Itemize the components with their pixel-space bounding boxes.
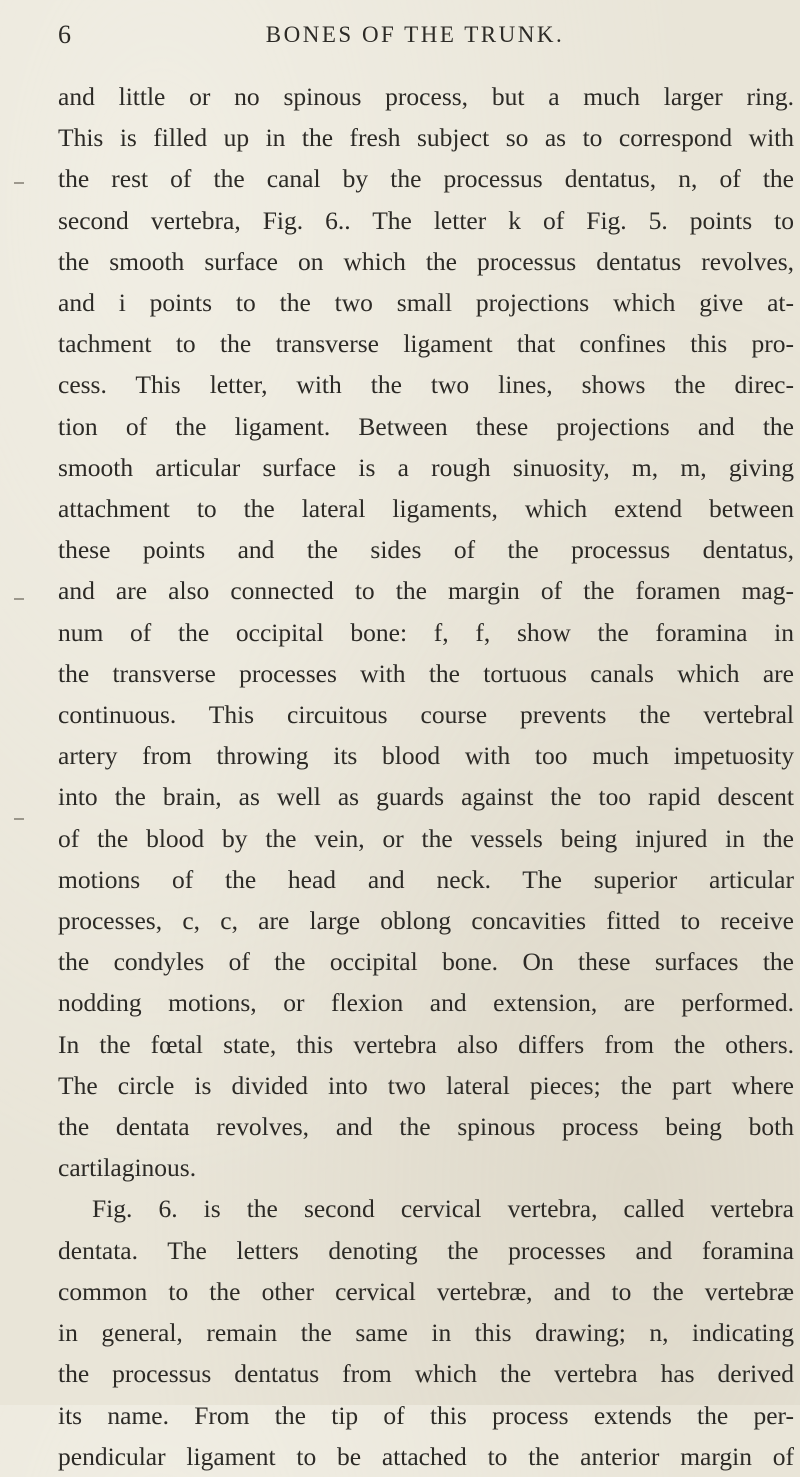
margin-mark	[14, 818, 24, 820]
text-line: the condyles of the occipital bone. On these surfaces the	[58, 947, 794, 977]
text-line: The circle is divided into two lateral pieces; the part where	[58, 1070, 794, 1100]
page-number: 6	[58, 20, 72, 49]
text-line: smooth articular surface is a rough sinuosity, m, m, giving	[58, 452, 794, 482]
text-line: second vertebra, Fig. 6.. The letter k of Fig. 5. points to	[58, 205, 794, 235]
text-line: This is filled up in the fresh subject so as to correspond with	[58, 123, 794, 153]
text-line: attachment to the lateral ligaments, which extend between	[58, 494, 794, 524]
text-line: and are also connected to the margin of the foramen mag-	[58, 576, 794, 606]
text-line: the dentata revolves, and the spinous process being both	[58, 1112, 794, 1142]
text-line: num of the occipital bone: f, f, show the foramina in	[58, 617, 794, 647]
text-line: the processus dentatus from which the vertebra has derived	[58, 1359, 794, 1389]
text-line: of the blood by the vein, or the vessels being injured in the	[58, 823, 794, 853]
text-line: tachment to the transverse ligament that confines this pro-	[58, 329, 794, 359]
text-line: its name. From the tip of this process extends the per-	[58, 1400, 794, 1430]
text-line: these points and the sides of the processus dentatus,	[58, 535, 794, 565]
text-line: nodding motions, or flexion and extension, are performed.	[58, 988, 794, 1018]
text-line: dentata. The letters denoting the processes and foramina	[58, 1235, 794, 1265]
running-title: BONES OF THE TRUNK.	[265, 22, 565, 47]
text-line: the smooth surface on which the processus dentatus revolves,	[58, 246, 794, 276]
text-line: continuous. This circuitous course prevents the vertebral	[58, 700, 794, 730]
text-line: motions of the head and neck. The superior articular	[58, 864, 794, 894]
text-line: into the brain, as well as guards against the too rapid descent	[58, 782, 794, 812]
text-line: In the fœtal state, this vertebra also differs from the others.	[58, 1029, 794, 1059]
text-line: the transverse processes with the tortuous canals which are	[58, 658, 794, 688]
paragraph-1	[58, 76, 794, 1188]
text-line: the rest of the canal by the processus dentatus, n, of the	[58, 164, 794, 194]
text-line: in general, remain the same in this drawing; n, indicating	[58, 1318, 794, 1348]
text-line: cess. This letter, with the two lines, shows the direc-	[58, 370, 794, 400]
text-line: artery from throwing its blood with too much impetuosity	[58, 741, 794, 771]
margin-mark	[14, 598, 24, 600]
text-line: pendicular ligament to be attached to the anterior margin of	[58, 1441, 794, 1471]
text-line: processes, c, c, are large oblong concavities fitted to receive	[58, 906, 794, 936]
margin-mark	[14, 182, 24, 184]
text-line: and i points to the two small projections which give at-	[58, 288, 794, 318]
paragraph-2	[58, 1188, 794, 1476]
running-head	[0, 18, 800, 58]
text-line: and little or no spinous process, but a much larger ring.	[58, 82, 794, 111]
body-text	[58, 76, 794, 1477]
text-line: tion of the ligament. Between these projections and the	[58, 411, 794, 441]
text-line: common to the other cervical vertebræ, and to the vertebræ	[58, 1276, 794, 1306]
text-line: Fig. 6. is the second cervical vertebra, called vertebra	[92, 1194, 794, 1224]
text-line: cartilaginous.	[58, 1153, 197, 1183]
